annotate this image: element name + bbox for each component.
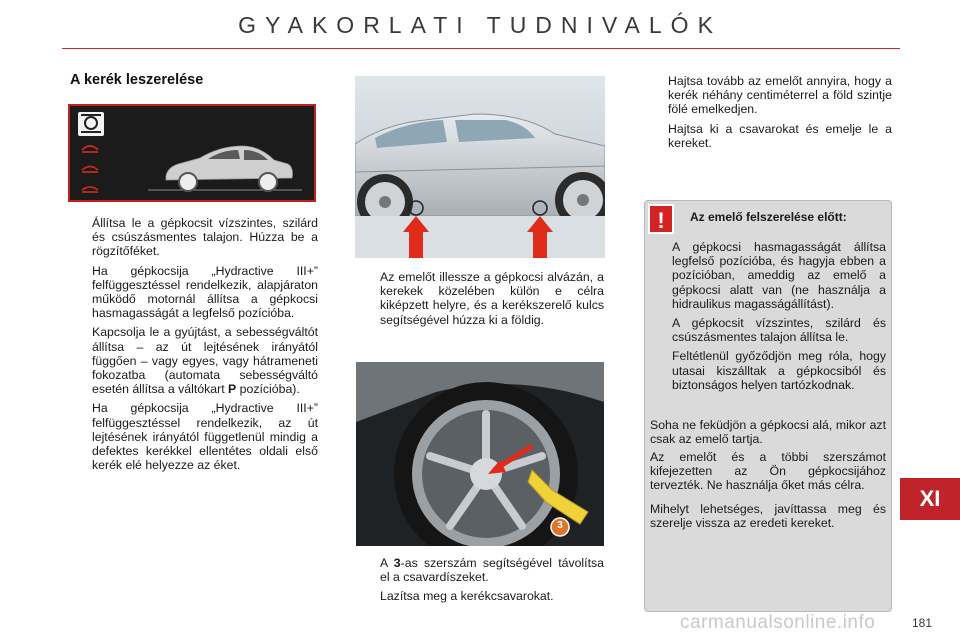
section-title: A kerék leszerelése (70, 72, 204, 88)
chapter-tab: XI (900, 478, 960, 520)
list-item: Az emelőt illessze a gépkocsi alvázán, a kerekek közelében külön e célra kiképzett helyre, és a kerékszerelő kulcs segítségével húzza ki a földig. (380, 270, 604, 327)
warning-title: Az emelő felszerelése előtt: (690, 210, 847, 224)
bottom-instruction-list (358, 556, 604, 609)
watermark: carmanualsonline.info (680, 612, 876, 633)
warning-paragraph: Az emelőt és a többi szerszámot kifejezetten az Ön gépkocsijához tervezték. Ne használja őket más célra. (650, 450, 886, 493)
height-level-mid-icon (80, 160, 100, 174)
list-item: Kapcsolja le a gyújtást, a sebességváltót állítsa – az út lejtésének irányától függően – vagy egyes, vagy hátrameneti fokozatba (automata sebességváltó esetén állítsa a váltókart P pozícióba). (92, 325, 318, 397)
title-rule (62, 48, 900, 49)
list-item: Lazítsa meg a kerékcsavarokat. (380, 589, 554, 604)
page-number: 181 (912, 616, 933, 630)
list-item: Feltétlenül győződjön meg róla, hogy utasai kiszálltak a gépkocsiból és biztonságos helyen tartózkodnak. (672, 349, 886, 392)
list-item: Állítsa le a gépkocsit vízszintes, szilárd és csúszásmentes talajon. Húzza be a rögzítőféket. (92, 216, 318, 259)
warning-paragraph: Soha ne feküdjön a gépkocsi alá, mikor azt csak az emelő tartja. (650, 418, 886, 447)
tool-number-label: 3 (557, 520, 563, 531)
list-item: Ha gépkocsija „Hydractive III+” felfüggesztéssel rendelkezik, az út lejtésének irányától függetlenül mindig a defektes kerékkel ellentétes oldali első kerék elé helyezze az éket. (92, 401, 318, 473)
list-item: Ha gépkocsija „Hydractive III+” felfüggesztéssel rendelkezik, alapjáraton működő motornál állítsa a gépkocsi hasmagasságát a legfelső pozícióba. (92, 263, 318, 321)
warning-icon: ! (648, 204, 674, 234)
list-item: A gépkocsi hasmagasságát állítsa legfelső pozícióba, és hagyja ebben a pozícióban, ameddig az emelő a gépkocsi alatt van (ne használja a hidraulikus magasságállítást). (672, 240, 886, 311)
suspension-height-illustration (68, 104, 316, 202)
car-jack-points-photo (355, 76, 605, 258)
warning-paragraph: Mihelyt lehetséges, javíttassa meg és szerelje vissza az eredeti kereket. (650, 502, 886, 531)
left-instruction-list (70, 216, 318, 477)
warning-list (650, 240, 886, 397)
right-instruction-list (646, 74, 892, 155)
list-item: Hajtsa ki a csavarokat és emelje le a kereket. (668, 121, 892, 150)
list-item: A gépkocsit vízszintes, szilárd és csúszásmentes talajon állítsa le. (672, 316, 886, 345)
page-title: GYAKORLATI TUDNIVALÓK (238, 12, 722, 38)
middle-instruction-list (358, 270, 604, 332)
car-silhouette-icon (70, 106, 314, 200)
wheel-bolt-cover-photo (356, 362, 604, 546)
list-item: Hajtsa tovább az emelőt annyira, hogy a kerék néhány centiméterrel a föld szintje fölé emelkedjen. (668, 74, 892, 117)
height-adjust-icon (78, 112, 104, 136)
height-level-low-icon (80, 180, 100, 194)
height-level-high-icon (80, 140, 100, 154)
list-item: A 3-as szerszám segítségével távolítsa el a csavardíszeket. (380, 556, 604, 585)
